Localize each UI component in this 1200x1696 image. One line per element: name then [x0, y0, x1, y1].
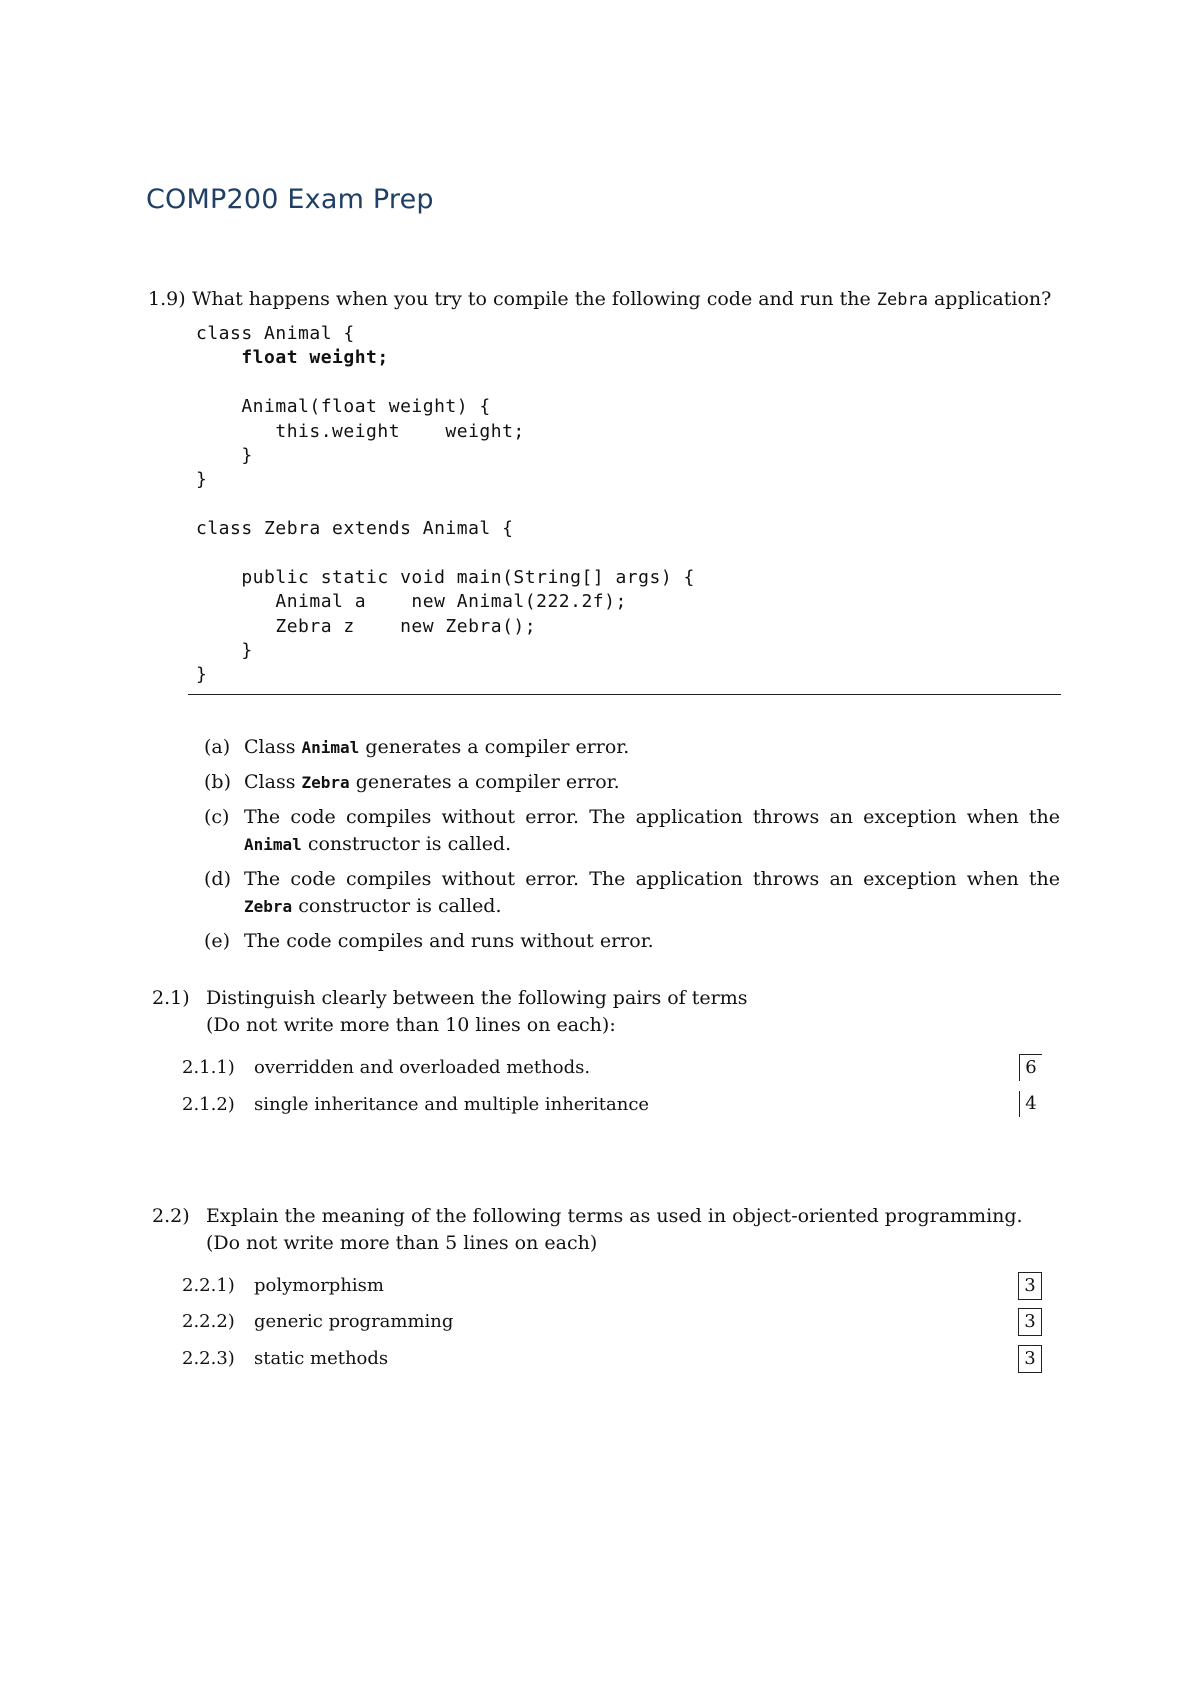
option-text: Class [244, 771, 296, 793]
option-e [204, 928, 1060, 955]
code-line [196, 493, 695, 517]
option-text: Class [244, 736, 296, 758]
code-line: } [196, 469, 208, 491]
option-text-end: constructor is called. [307, 833, 512, 855]
question-text: Distinguish clearly between the following pairs of terms [206, 987, 748, 1009]
option-label: (e) [204, 930, 231, 952]
sub-question-number: 2.2.2) [182, 1311, 235, 1332]
question-2-2 [152, 1203, 1023, 1257]
marks-badge: 3 [1018, 1272, 1042, 1300]
sub-question-text: single inheritance and multiple inheritance [254, 1094, 650, 1115]
code-line: } [196, 444, 253, 466]
code-line: Animal a new Animal(222.2f); [196, 591, 627, 613]
marks-badge: 3 [1018, 1345, 1042, 1373]
option-text-end: generates a compiler error. [355, 771, 620, 793]
option-code: Animal [244, 835, 302, 854]
sub-question-text: polymorphism [254, 1275, 384, 1296]
code-block [196, 322, 695, 688]
sub-question-2-2-2 [182, 1308, 1042, 1336]
divider [188, 694, 1061, 695]
option-text: The code compiles without error. The application throws an exception when the [244, 806, 1060, 828]
code-line: float weight; [196, 347, 389, 369]
marks-badge: 3 [1018, 1308, 1042, 1336]
option-c [204, 804, 1060, 858]
sub-question-number: 2.2.1) [182, 1275, 235, 1296]
question-text: What happens when you try to compile the following code and run the [192, 288, 871, 310]
code-line: class Zebra extends Animal { [196, 518, 514, 540]
option-label: (d) [204, 868, 231, 890]
code-line: } [196, 640, 253, 662]
option-code: Zebra [244, 897, 293, 916]
code-line: } [196, 664, 208, 686]
question-instruction: (Do not write more than 10 lines on each): [206, 1014, 616, 1036]
question-number: 2.1) [152, 987, 190, 1009]
code-line: public static void main(String[] args) { [196, 566, 695, 588]
option-d [204, 866, 1060, 920]
option-label: (a) [204, 736, 231, 758]
option-text: The code compiles without error. The application throws an exception when the [244, 868, 1060, 890]
sub-question-2-2-1 [182, 1272, 1042, 1300]
option-b [204, 769, 1060, 796]
sub-question-number: 2.1.1) [182, 1057, 235, 1078]
question-number: 2.2) [152, 1205, 190, 1227]
page-title: COMP200 Exam Prep [146, 184, 434, 215]
option-label: (c) [204, 806, 230, 828]
sub-question-text: overridden and overloaded methods. [254, 1057, 591, 1078]
option-text: The code compiles and runs without error. [244, 930, 654, 952]
answer-options [204, 734, 1060, 963]
sub-question-2-1-1 [182, 1054, 1042, 1082]
option-text-end: constructor is called. [298, 895, 502, 917]
option-text-end: generates a compiler error. [365, 736, 630, 758]
question-number: 1.9) [148, 288, 186, 310]
sub-question-text: static methods [254, 1348, 389, 1369]
question-text: Explain the meaning of the following terms as used in object-oriented programming. [206, 1205, 1023, 1227]
option-code: Zebra [301, 773, 350, 792]
marks-badge: 4 [1019, 1091, 1042, 1117]
question-text-end: application? [933, 288, 1052, 310]
marks-badge: 6 [1019, 1054, 1042, 1081]
code-line [196, 371, 695, 395]
option-a [204, 734, 1060, 761]
option-code: Animal [301, 738, 360, 757]
code-line: Animal(float weight) { [196, 396, 491, 418]
question-class-name: Zebra [876, 290, 928, 310]
question-1-9-prompt [148, 286, 1051, 313]
question-2-1 [152, 985, 747, 1039]
code-line: this.weight weight; [196, 420, 525, 442]
sub-question-text: generic programming [254, 1311, 454, 1332]
code-line: Zebra z new Zebra(); [196, 615, 537, 637]
option-label: (b) [204, 771, 231, 793]
question-instruction: (Do not write more than 5 lines on each) [206, 1232, 598, 1254]
code-line [196, 542, 695, 566]
sub-question-number: 2.1.2) [182, 1094, 235, 1115]
code-line: class Animal { [196, 323, 355, 344]
sub-question-number: 2.2.3) [182, 1348, 235, 1369]
sub-question-2-1-2 [182, 1091, 1042, 1119]
sub-question-2-2-3 [182, 1345, 1042, 1373]
